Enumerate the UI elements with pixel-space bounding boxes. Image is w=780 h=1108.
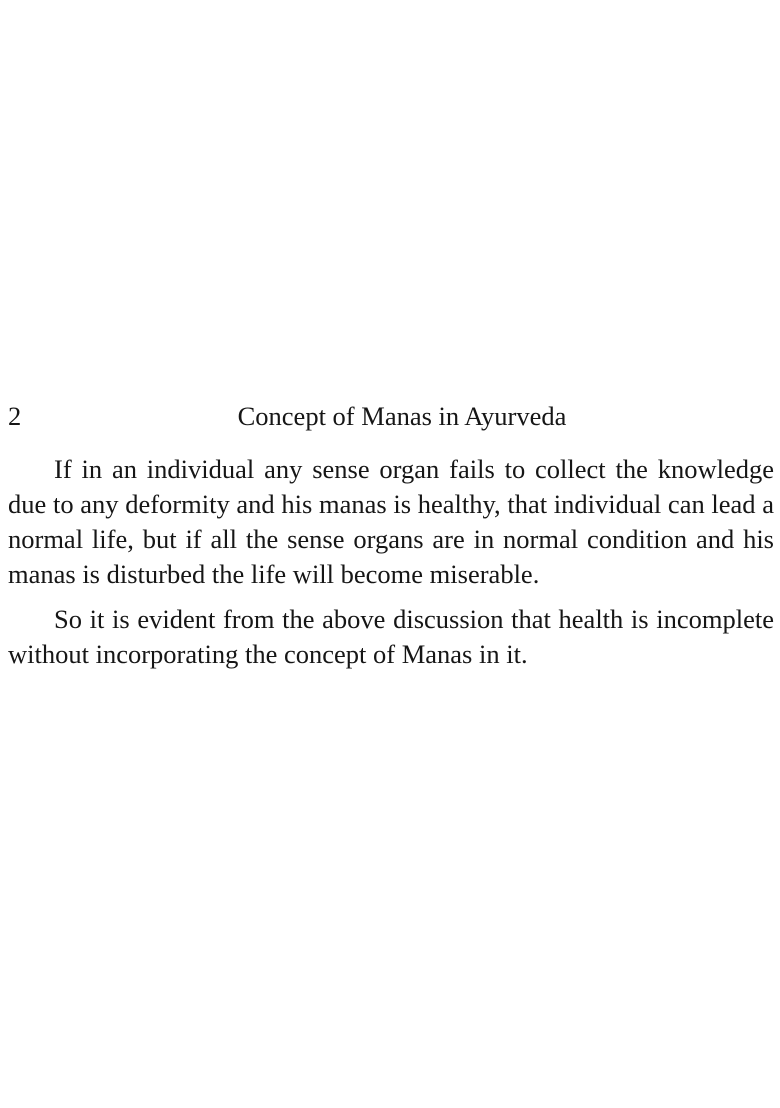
running-title: Concept of Manas in Ayurveda (237, 401, 567, 431)
paragraph: If in an individual any sense organ fails to collect the knowledge due to any deformity and his manas is healthy, that individual can lead a normal life, but if all the sense organs are in normal condition and his manas is disturbed the life will become miserable. (8, 454, 774, 589)
body-text (8, 452, 774, 672)
paragraph: So it is evident from the above discussion that health is incomplete without incorporating the concept of Manas in it. (8, 604, 774, 669)
running-head (8, 396, 774, 436)
page-number: 2 (8, 401, 22, 431)
